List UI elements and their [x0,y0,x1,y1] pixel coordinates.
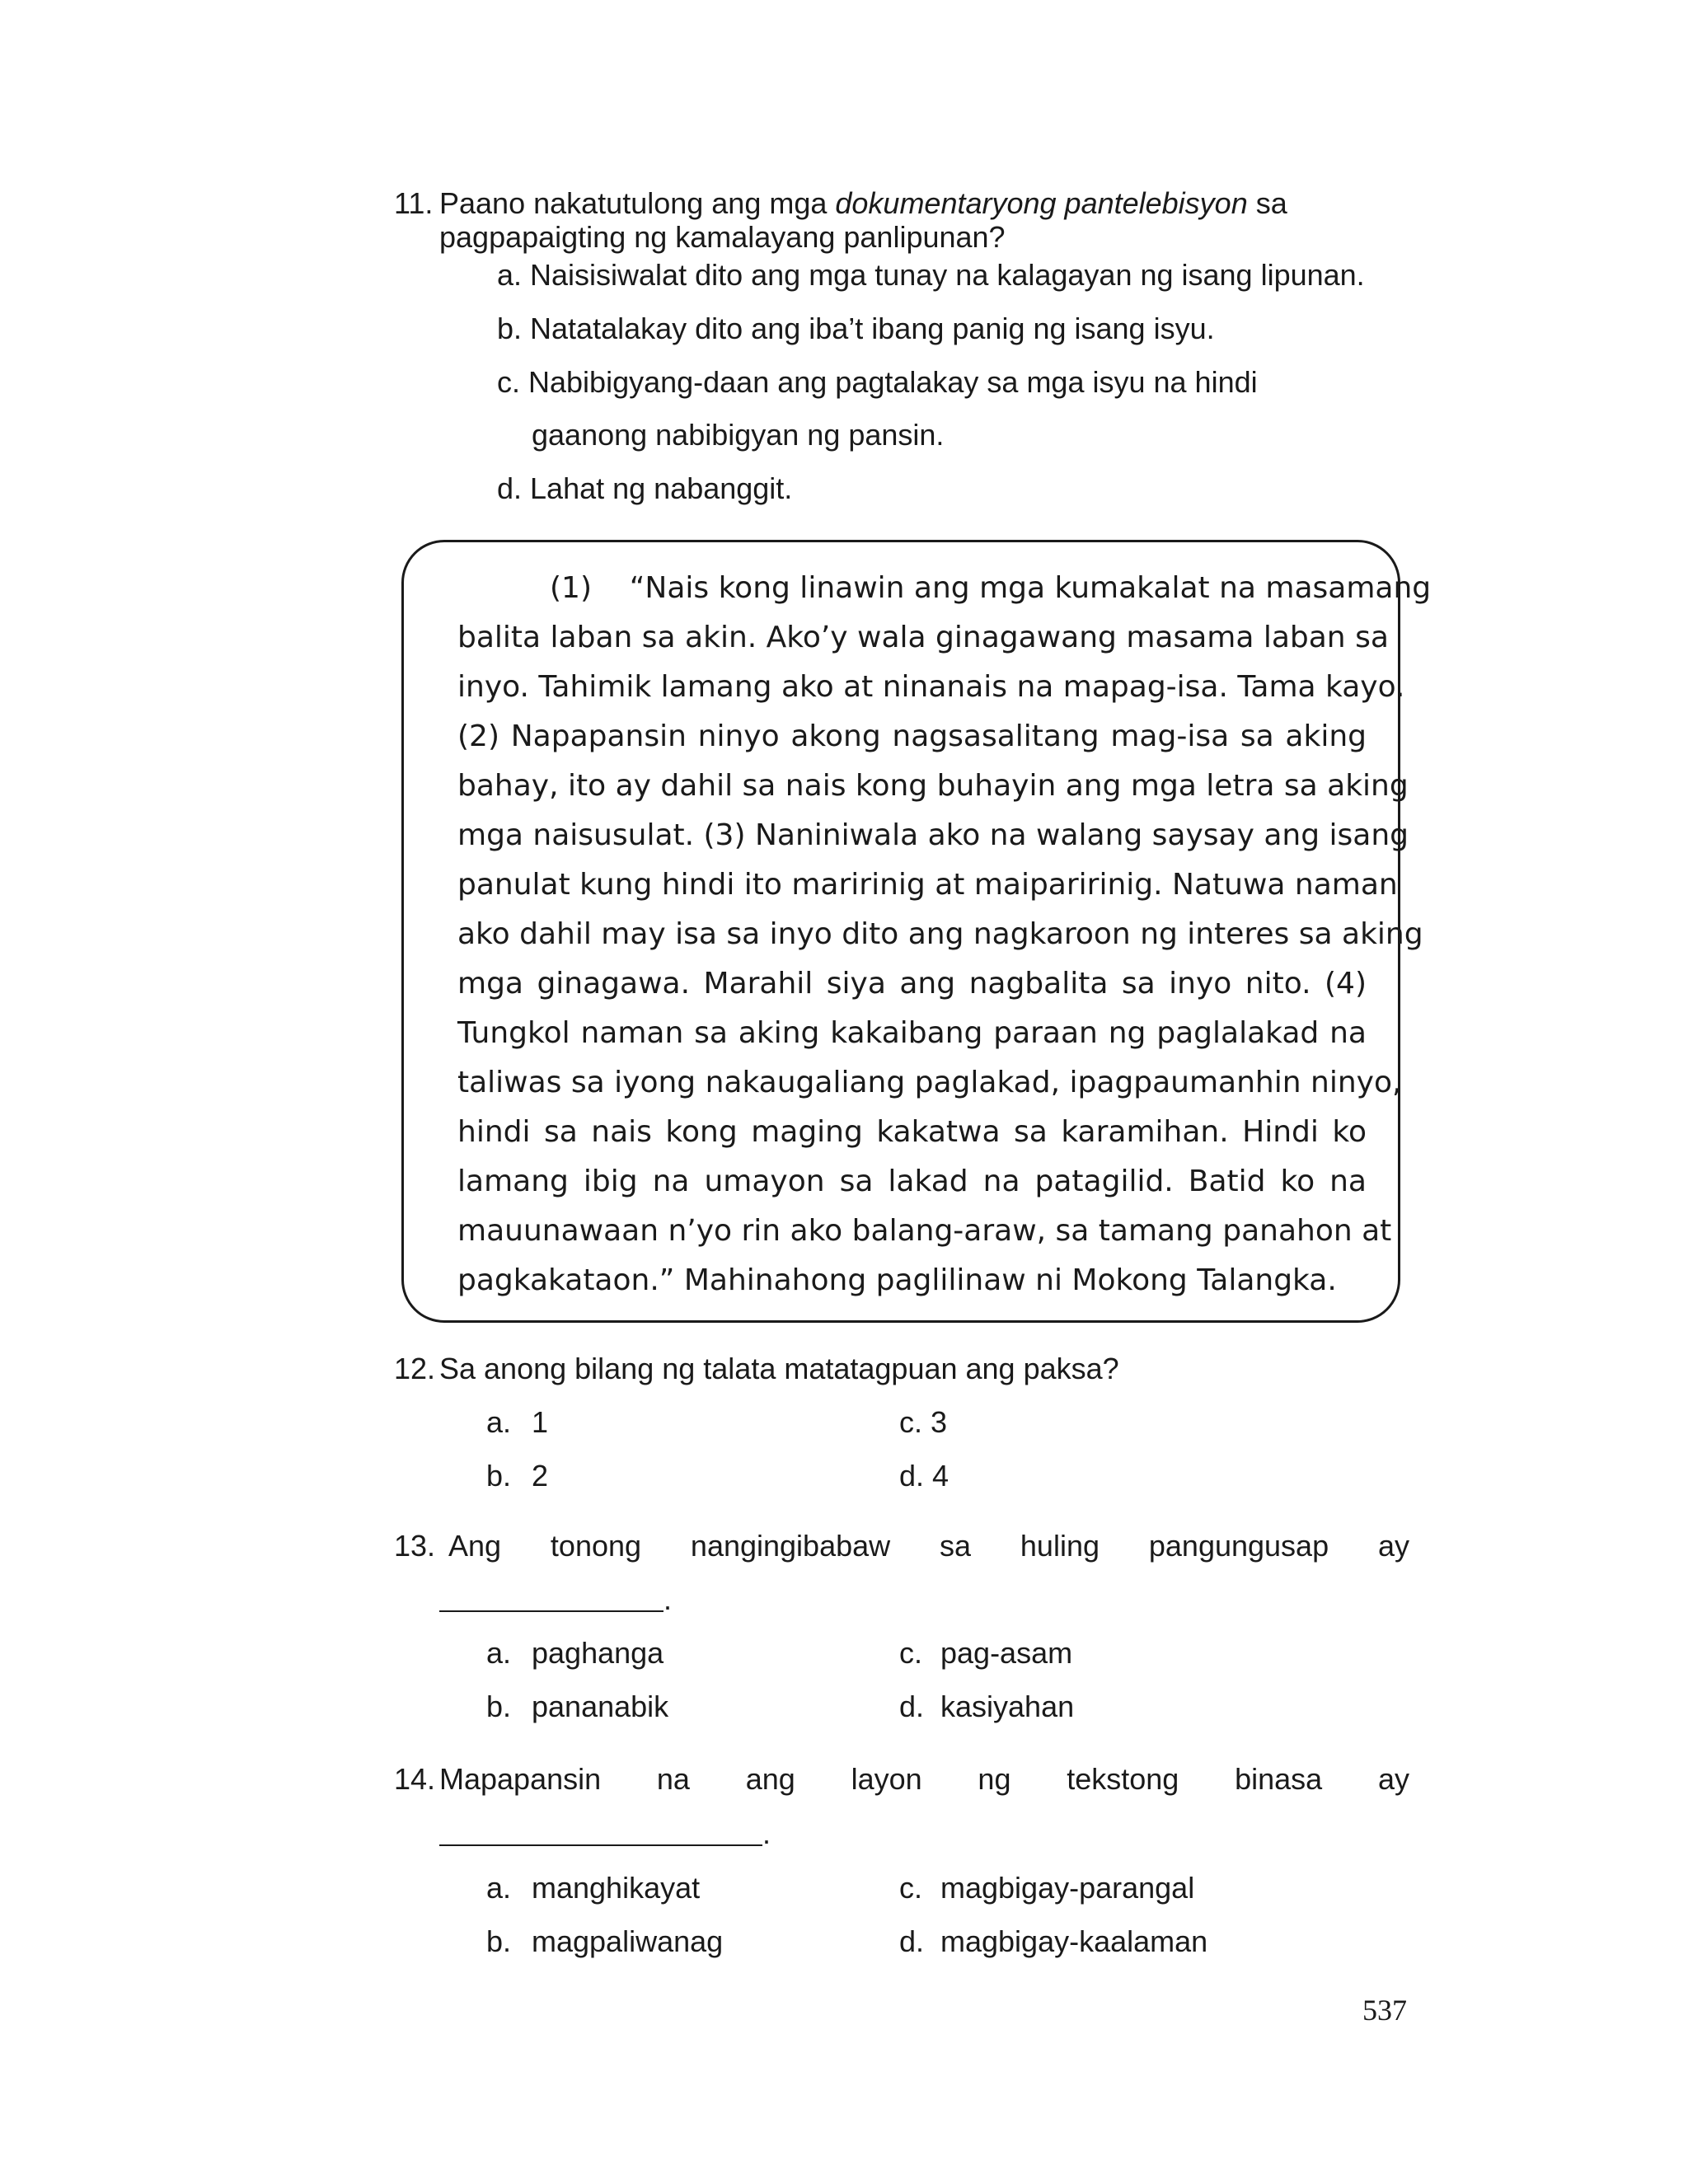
question-11-stem-line2: pagpapaigting ng kamalayang panlipunan? [439,220,1006,254]
passage-line: lamang ibig na umayon sa lakad na patagilid. Batid ko na [457,1165,1367,1198]
question-14-blank-period: . [762,1816,771,1850]
question-14-stem: Mapapansin na ang layon ng tekstong binasa ay [439,1762,1409,1796]
question-13-option-d: kasiyahan [940,1690,1075,1723]
passage-line: Tungkol naman sa aking kakaibang paraan ng paglalakad na [457,1016,1367,1050]
question-14-option-a: manghikayat [532,1871,701,1905]
question-14-option-c-letter: c. [899,1871,923,1905]
passage-line: hindi sa nais kong maging kakatwa sa karamihan. Hindi ko [457,1115,1367,1149]
question-11-option-a: a. Naisisiwalat dito ang mga tunay na kalagayan ng isang lipunan. [497,258,1365,292]
answer-blank [439,1844,762,1846]
question-13-option-b: pananabik [532,1690,669,1723]
question-11-stem-italic: dokumentaryong pantelebisyon [835,186,1248,220]
question-13-option-a-letter: a. [486,1636,512,1670]
question-11-option-d: d. Lahat ng nabanggit. [497,471,793,505]
question-13-option-a: paghanga [532,1636,664,1670]
question-12-number: 12. [394,1352,436,1385]
question-12-option-b: 2 [532,1459,549,1493]
passage-line: mga naisusulat. (3) Naniniwala ako na walang saysay ang isang [457,818,1409,852]
question-13-number: 13. [394,1529,436,1563]
passage-line: inyo. Tahimik lamang ako at ninanais na mapag-isa. Tama kayo. [457,670,1405,704]
answer-blank [439,1610,663,1612]
passage-line: (1) “Nais kong linawin ang mga kumakalat na masamang [550,571,1432,605]
question-14-option-c: magbigay-parangal [940,1871,1195,1905]
question-11-stem [439,186,1287,221]
passage-line: mga ginagawa. Marahil siya ang nagbalita sa inyo nito. (4) [457,967,1367,1001]
question-12-option-c: c. 3 [899,1405,948,1439]
passage-line: panulat kung hindi ito maririnig at maiparirinig. Natuwa naman [457,868,1398,902]
passage-line: (2) Napapansin ninyo akong nagsasalitang mag-isa sa aking [457,719,1367,753]
question-13-option-c: pag-asam [940,1636,1073,1670]
passage-line: taliwas sa iyong nakaugaliang paglakad, ipagpaumanhin ninyo, [457,1066,1402,1099]
passage-line: balita laban sa akin. Ako’y wala ginagawang masama laban sa [457,621,1389,654]
page-number: 537 [1362,1994,1407,2027]
question-11-option-b: b. Natatalakay dito ang iba’t ibang panig ng isang isyu. [497,312,1215,345]
question-13-option-b-letter: b. [486,1690,512,1723]
question-13-option-c-letter: c. [899,1636,923,1670]
question-14-option-b-letter: b. [486,1924,512,1958]
question-11-stem-part2: sa [1247,186,1287,220]
question-14-option-d: magbigay-kaalaman [940,1924,1208,1958]
question-11-stem-part1: Paano nakatutulong ang mga [439,186,836,220]
question-13-stem: Ang tonong nangingibabaw sa huling pangungusap ay [448,1529,1409,1563]
question-14-number: 14. [394,1762,436,1796]
question-12-option-a: 1 [532,1405,549,1439]
question-11-option-c-cont: gaanong nabibigyan ng pansin. [532,418,945,452]
passage-line: mauunawaan n’yo rin ako balang-araw, sa tamang panahon at [457,1214,1392,1248]
question-11-number: 11. [394,186,434,220]
passage-line: bahay, ito ay dahil sa nais kong buhayin ang mga letra sa aking [457,769,1409,803]
question-14-option-d-letter: d. [899,1924,925,1958]
question-14-option-b: magpaliwanag [532,1924,724,1958]
question-13-option-d-letter: d. [899,1690,925,1723]
question-12-option-d: d. 4 [899,1459,950,1493]
passage-line: pagkakataon.” Mahinahong paglilinaw ni Mokong Talangka. [457,1263,1337,1297]
question-12-stem: Sa anong bilang ng talata matatagpuan ang paksa? [439,1352,1119,1385]
question-12-option-a-letter: a. [486,1405,512,1439]
question-14-option-a-letter: a. [486,1871,512,1905]
passage-line: ako dahil may isa sa inyo dito ang nagkaroon ng interes sa aking [457,917,1423,951]
question-13-blank-period: . [663,1582,673,1616]
question-12-option-b-letter: b. [486,1459,512,1493]
question-11-option-c: c. Nabibigyang-daan ang pagtalakay sa mga isyu na hindi [497,365,1258,399]
